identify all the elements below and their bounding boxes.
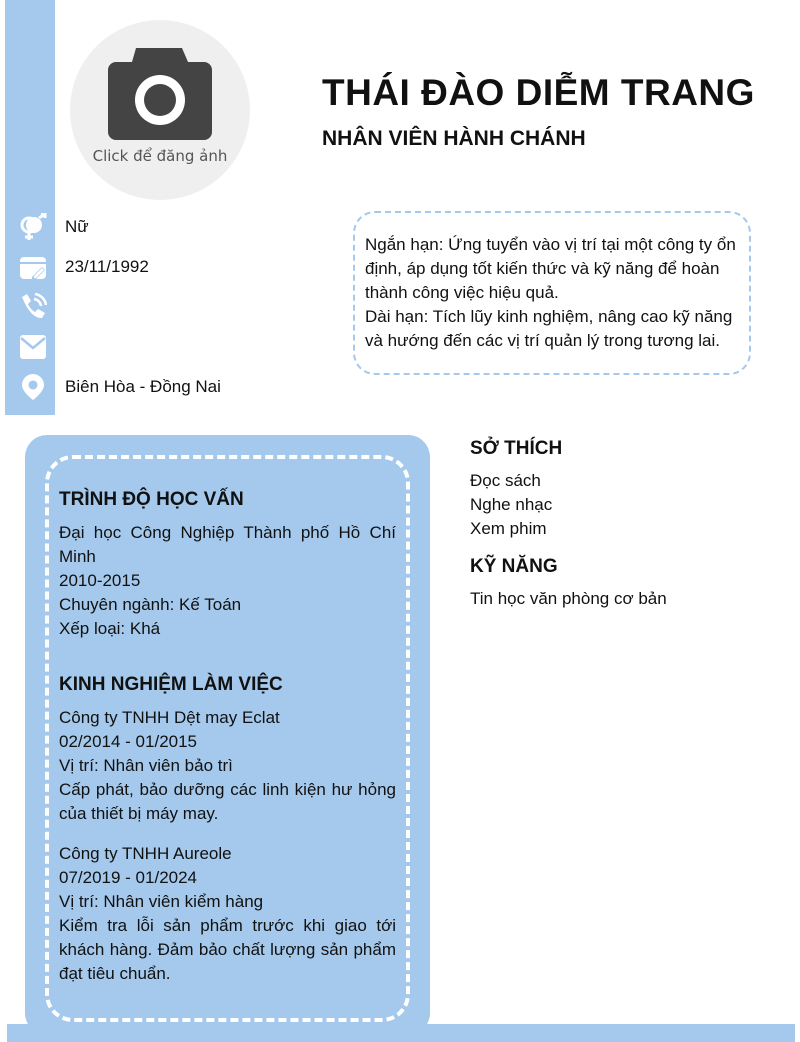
info-birthday: [0, 253, 300, 293]
education-section: [59, 488, 396, 641]
job-entry: [59, 706, 396, 826]
education-school: Đại học Công Nghiệp Thành phố Hồ Chí Minh: [59, 523, 396, 566]
skills-title: KỸ NĂNG: [470, 556, 558, 577]
job-company: Công ty TNHH Dệt may Eclat: [59, 708, 280, 727]
experience-title: KINH NGHIỆM LÀM VIỆC: [59, 674, 283, 695]
skill-item: Tin học văn phòng cơ bản: [470, 589, 667, 608]
career-objective: [353, 211, 751, 375]
birthday-value: 23/11/1992: [65, 257, 149, 276]
education-years: 2010-2015: [59, 571, 141, 590]
info-address: [0, 373, 300, 413]
education-major: Chuyên ngành: Kế Toán: [59, 595, 242, 614]
job-description: Kiểm tra lỗi sản phẩm trước khi giao tới khách hàng. Đảm bảo chất lượng sản phẩm đạt tiêu chuẩn.: [59, 916, 396, 983]
hobby-item: Nghe nhạc: [470, 495, 553, 514]
skills-section: [470, 555, 667, 611]
info-gender: [0, 213, 300, 253]
hobbies-section: [470, 437, 562, 541]
calendar-icon: [19, 253, 47, 281]
envelope-icon: [19, 333, 47, 361]
address-value: Biên Hòa - Đồng Nai: [65, 377, 221, 396]
job-role: Vị trí: Nhân viên bảo trì: [59, 756, 233, 775]
objective-long: Dài hạn: Tích lũy kinh nghiệm, nâng cao kỹ năng và hướng đến các vị trí quản lý trong tương lai.: [365, 307, 733, 350]
photo-upload[interactable]: [70, 20, 250, 200]
full-name: THÁI ĐÀO DIỄM TRANG: [322, 72, 755, 113]
education-rank: Xếp loại: Khá: [59, 619, 161, 638]
experience-section: [59, 673, 396, 986]
objective-short: Ngắn hạn: Ứng tuyển vào vị trí tại một công ty ổn định, áp dụng tốt kiến thức và kỹ năng để hoàn thành công việc hiệu quả.: [365, 235, 736, 302]
job-entry: [59, 842, 396, 986]
camera-icon: [106, 46, 214, 140]
job-role: Vị trí: Nhân viên kiểm hàng: [59, 892, 264, 911]
phone-icon: [19, 293, 47, 321]
location-pin-icon: [19, 373, 47, 401]
job-description: Cấp phát, bảo dưỡng các linh kiện hư hỏng của thiết bị máy may.: [59, 780, 396, 823]
info-email: [0, 333, 300, 373]
job-period: 07/2019 - 01/2024: [59, 868, 198, 887]
hobbies-title: SỞ THÍCH: [470, 438, 563, 459]
job-title: NHÂN VIÊN HÀNH CHÁNH: [322, 127, 586, 150]
education-title: TRÌNH ĐỘ HỌC VẤN: [59, 489, 244, 510]
footer-bar: [7, 1024, 795, 1042]
gender-icon: [19, 213, 47, 241]
info-phone: [0, 293, 300, 333]
photo-caption: Click để đăng ảnh: [92, 147, 228, 165]
gender-value: Nữ: [65, 217, 89, 236]
hobby-item: Xem phim: [470, 519, 547, 538]
hobby-item: Đọc sách: [470, 471, 541, 490]
job-period: 02/2014 - 01/2015: [59, 732, 198, 751]
job-company: Công ty TNHH Aureole: [59, 844, 232, 863]
